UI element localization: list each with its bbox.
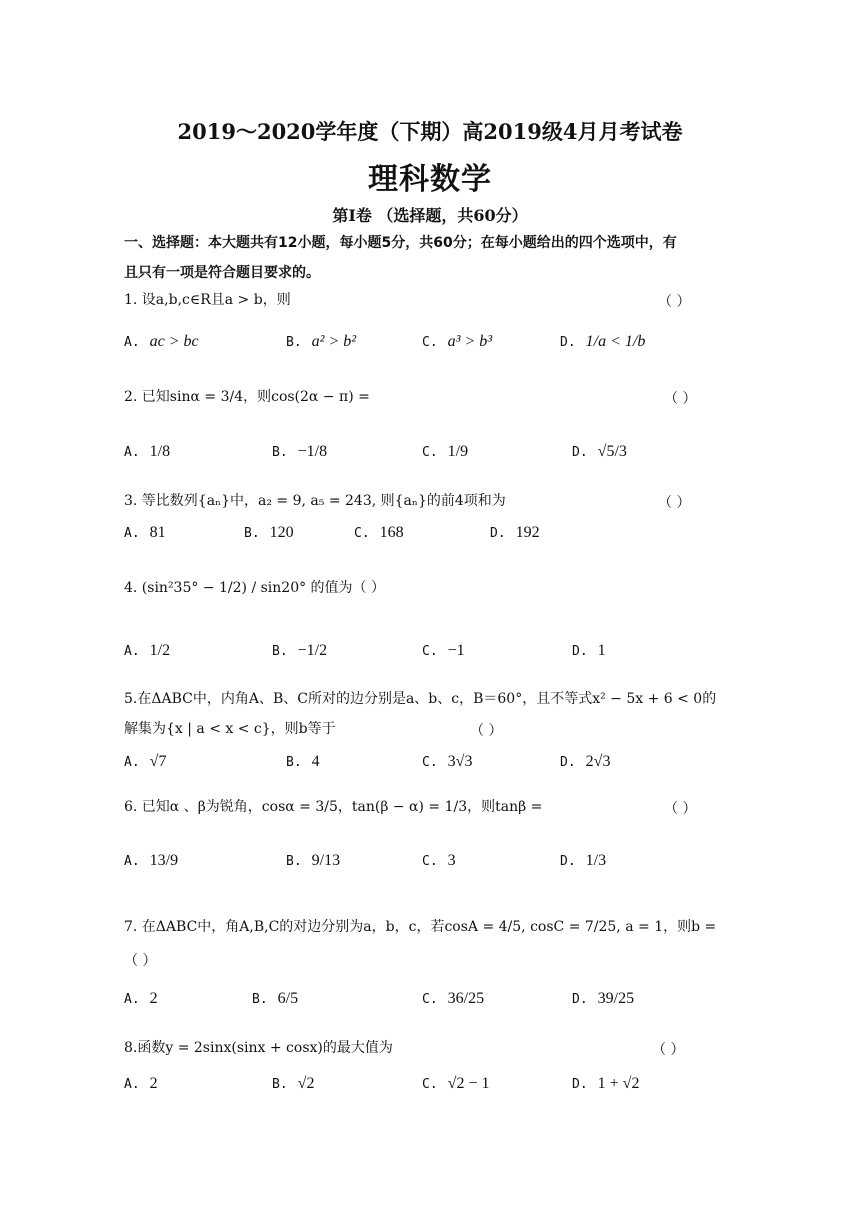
option-label: C. xyxy=(422,444,438,460)
option-value: 1/3 xyxy=(585,852,607,869)
option-d xyxy=(560,753,610,771)
option-c xyxy=(422,1075,489,1093)
option-label: A. xyxy=(124,444,140,460)
option-label: B. xyxy=(286,853,302,869)
option-value: 192 xyxy=(515,524,540,541)
question-5-stem-line1: 5.在ΔABC中，内角A、B、C所对的边分别是a、b、c，B＝60°，且不等式x² − 5x + 6 < 0的 xyxy=(124,691,717,707)
question-7-stem: 7. 在ΔABC中，角A,B,C的对边分别为a，b，c，若cosA = 4/5, cosC = 7/25, a = 1，则b = xyxy=(124,919,717,935)
option-label: B. xyxy=(244,525,260,541)
option-value: √5/3 xyxy=(597,443,627,460)
option-label: A. xyxy=(124,853,140,869)
option-label: D. xyxy=(572,444,588,460)
section-instruction-line2: 且只有一项是符合题目要求的。 xyxy=(124,265,320,281)
option-a xyxy=(124,642,170,660)
subject-title: 理科数学 xyxy=(368,162,492,197)
option-value: 168 xyxy=(379,524,404,541)
option-value: 81 xyxy=(149,524,166,541)
option-value: a³ > b³ xyxy=(447,333,493,350)
option-c xyxy=(354,524,404,542)
question-1-stem: 1. 设a,b,c∈R且a > b，则 xyxy=(124,292,291,308)
option-label: C. xyxy=(422,853,438,869)
option-d xyxy=(490,524,540,542)
option-label: A. xyxy=(124,754,140,770)
option-label: B. xyxy=(252,991,268,1007)
option-a xyxy=(124,753,166,771)
option-c xyxy=(422,753,472,771)
question-5-stem-line2: 解集为{x | a < x < c}，则b等于 xyxy=(124,721,336,737)
section-instruction-line1: 一、选择题：本大题共有12小题，每小题5分，共60分；在每小题给出的四个选项中，有 xyxy=(124,235,677,251)
option-b xyxy=(272,443,327,461)
option-c xyxy=(422,333,492,351)
option-b xyxy=(272,1075,314,1093)
volume-title: 第Ⅰ卷 （选择题，共60分） xyxy=(332,206,528,225)
option-b xyxy=(244,524,294,542)
option-d xyxy=(560,852,606,870)
option-label: D. xyxy=(560,334,576,350)
option-b xyxy=(286,753,320,771)
option-label: D. xyxy=(572,1076,588,1092)
exam-title: 2019～2020学年度（下期）高2019级4月月考试卷 xyxy=(177,119,683,144)
option-label: B. xyxy=(272,643,288,659)
option-value: −1 xyxy=(447,642,465,659)
option-b xyxy=(286,852,340,870)
answer-bracket: （ ） xyxy=(652,1042,685,1058)
answer-bracket: （ ） xyxy=(124,953,157,969)
option-c xyxy=(422,642,465,660)
option-label: D. xyxy=(572,643,588,659)
option-label: A. xyxy=(124,525,140,541)
option-value: 1/2 xyxy=(149,642,171,659)
option-label: B. xyxy=(272,1076,288,1092)
option-a xyxy=(124,333,199,351)
option-value: 6/5 xyxy=(277,990,299,1007)
option-value: 1 + √2 xyxy=(597,1075,640,1092)
option-label: A. xyxy=(124,334,140,350)
option-b xyxy=(252,990,298,1008)
option-label: A. xyxy=(124,991,140,1007)
option-label: D. xyxy=(572,991,588,1007)
option-d xyxy=(572,1075,639,1093)
answer-bracket: （ ） xyxy=(470,723,503,739)
option-value: 2√3 xyxy=(585,753,611,770)
option-c xyxy=(422,852,456,870)
option-label: C. xyxy=(422,1076,438,1092)
option-label: A. xyxy=(124,643,140,659)
answer-bracket: （ ） xyxy=(664,801,697,817)
option-b xyxy=(286,333,356,351)
option-value: √7 xyxy=(149,753,167,770)
option-value: −1/2 xyxy=(297,642,328,659)
option-d xyxy=(560,333,645,351)
question-8-stem: 8.函数y = 2sinx(sinx + cosx)的最大值为 xyxy=(124,1040,393,1056)
option-c xyxy=(422,443,468,461)
question-6-stem: 6. 已知α 、β为锐角，cosα = 3/5，tan(β − α) = 1/3，则tanβ = xyxy=(124,799,543,815)
option-c xyxy=(422,990,484,1008)
option-a xyxy=(124,524,166,542)
option-value: 3 xyxy=(447,852,456,869)
option-label: C. xyxy=(422,334,438,350)
option-a xyxy=(124,990,158,1008)
option-d xyxy=(572,990,634,1008)
option-label: B. xyxy=(286,754,302,770)
option-value: 4 xyxy=(311,753,320,770)
option-label: A. xyxy=(124,1076,140,1092)
option-a xyxy=(124,1075,158,1093)
question-4-stem: 4. (sin²35° − 1/2) / sin20° 的值为（ ） xyxy=(124,580,386,596)
option-value: 1/9 xyxy=(447,443,469,460)
option-value: 9/13 xyxy=(311,852,341,869)
option-value: √2 xyxy=(297,1075,315,1092)
option-label: D. xyxy=(490,525,506,541)
option-d xyxy=(572,443,627,461)
option-label: C. xyxy=(354,525,370,541)
question-3-stem: 3. 等比数列{aₙ}中，a₂ = 9, a₅ = 243, 则{aₙ}的前4项和为 xyxy=(124,493,506,509)
option-a xyxy=(124,852,178,870)
option-label: D. xyxy=(560,754,576,770)
option-label: C. xyxy=(422,991,438,1007)
option-a xyxy=(124,443,170,461)
option-label: B. xyxy=(272,444,288,460)
option-value: 1/a < 1/b xyxy=(585,333,646,350)
option-value: a² > b² xyxy=(311,333,357,350)
option-value: 1 xyxy=(597,642,606,659)
option-value: ac > bc xyxy=(149,333,199,350)
option-b xyxy=(272,642,327,660)
option-d xyxy=(572,642,606,660)
option-value: 3√3 xyxy=(447,753,473,770)
option-value: 120 xyxy=(269,524,294,541)
option-value: −1/8 xyxy=(297,443,328,460)
question-2-stem: 2. 已知sinα = 3/4，则cos(2α − π) = xyxy=(124,389,370,405)
answer-bracket: （ ） xyxy=(664,391,697,407)
option-label: C. xyxy=(422,754,438,770)
option-value: 2 xyxy=(149,1075,158,1092)
option-label: D. xyxy=(560,853,576,869)
option-value: 13/9 xyxy=(149,852,179,869)
option-value: 39/25 xyxy=(597,990,635,1007)
option-value: 36/25 xyxy=(447,990,485,1007)
option-label: B. xyxy=(286,334,302,350)
option-label: C. xyxy=(422,643,438,659)
option-value: 1/8 xyxy=(149,443,171,460)
answer-bracket: （ ） xyxy=(658,495,691,511)
option-value: √2 − 1 xyxy=(447,1075,490,1092)
option-value: 2 xyxy=(149,990,158,1007)
answer-bracket: （ ） xyxy=(658,294,691,310)
